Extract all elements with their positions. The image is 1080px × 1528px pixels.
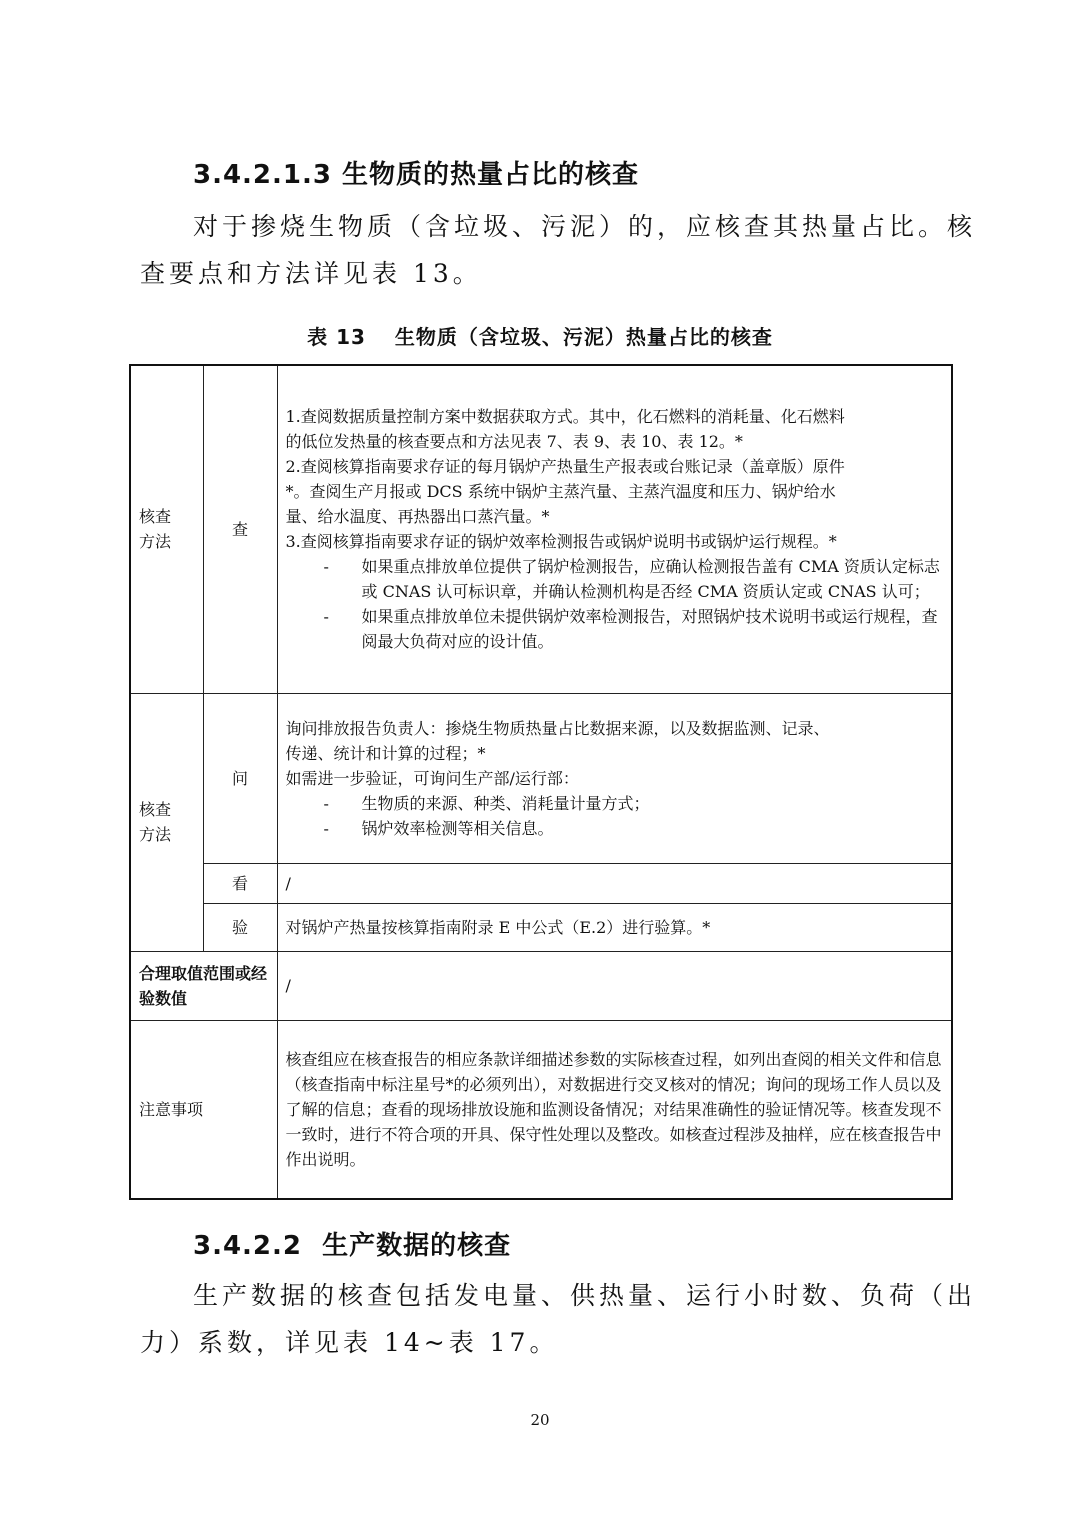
table-row-notes (130, 1020, 952, 1199)
cha-line-6: 3.查阅核算指南要求存证的锅炉效率检测报告或锅炉说明书或锅炉运行规程。* (285, 532, 837, 552)
outro-paragraph-line-2: 力）系数，详见表 14~表 17。 (140, 1328, 559, 1357)
method-label-text: 核查方法 (139, 800, 172, 844)
wen-content (277, 693, 952, 863)
sub-label-yan: 验 (203, 903, 277, 951)
table-row-cha (130, 365, 952, 693)
notes-label: 注意事项 (130, 1020, 277, 1199)
wen-line-2: 传递、统计和计算的过程；* (285, 743, 486, 763)
method-label-text: 核查方法 (139, 507, 172, 552)
method-label-1 (130, 365, 203, 693)
sub-label-kan: 看 (203, 863, 277, 903)
cha-line-3: 2.查阅核算指南要求存证的每月锅炉产热量生产报表或台账记录（盖章版）原件 (285, 457, 845, 477)
wen-bullet-2: - 锅炉效率检测等相关信息。 (323, 818, 554, 838)
table-caption: 表 13 生物质（含垃圾、污泥）热量占比的核查 (307, 325, 773, 349)
cha-line-2: 的低位发热量的核查要点和方法见表 7、表 9、表 10、表 12。* (285, 432, 743, 452)
range-content: / (277, 951, 952, 1020)
outro-paragraph-line-1: 生产数据的核查包括发电量、供热量、运行小时数、负荷（出 (193, 1281, 977, 1310)
cha-line-5: 量、给水温度、再热器出口蒸汽量。* (285, 507, 550, 527)
section-heading-3-4-2-1-3: 3.4.2.1.3 生物质的热量占比的核查 (193, 160, 640, 190)
section-heading-3-4-2-2: 3.4.2.2 生产数据的核查 (193, 1231, 512, 1261)
cha-content (277, 365, 952, 693)
cha-line-1: 1.查阅数据质量控制方案中数据获取方式。其中，化石燃料的消耗量、化石燃料 (285, 407, 845, 427)
table-row-range (130, 951, 952, 1020)
range-label: 合理取值范围或经验数值 (130, 951, 277, 1020)
wen-line-3: 如需进一步验证，可询问生产部/运行部： (285, 768, 579, 788)
table-row-yan (130, 903, 952, 951)
wen-bullet-1: - 生物质的来源、种类、消耗量计量方式； (323, 793, 650, 813)
cha-bullet-2: - 如果重点排放单位未提供锅炉效率检测报告，对照锅炉技术说明书或运行规程，查阅最大负荷对应的设计值。 (323, 607, 938, 652)
table-row-kan (130, 863, 952, 903)
page-number: 20 (530, 1411, 550, 1429)
wen-line-1: 询问排放报告负责人：掺烧生物质热量占比数据来源，以及数据监测、记录、 (285, 718, 830, 738)
sub-label-wen: 问 (203, 693, 277, 863)
kan-content: / (277, 863, 952, 903)
intro-paragraph-line-1: 对于掺烧生物质（含垃圾、污泥）的，应核查其热量占比。核 (193, 212, 977, 241)
cha-line-4: *。查阅生产月报或 DCS 系统中锅炉主蒸汽量、主蒸汽温度和压力、锅炉给水 (285, 482, 836, 502)
sub-label-cha: 查 (203, 365, 277, 693)
notes-content: 核查组应在核查报告的相应条款详细描述参数的实际核查过程，如列出查阅的相关文件和信息（核查指南中标注星号*的必须列出），对数据进行交叉核对的情况；询问的现场工作人员以及了解的信息；查看的现场排放设施和监测设备情况；对结果准确性的验证情况等。核查发现不一致时，进行不符合项的开具、保守性处理以及整改。如核查过程涉及抽样，应在核查报告中作出说明。 (277, 1020, 952, 1199)
table-row-wen (130, 693, 952, 863)
biomass-check-table (129, 364, 953, 1200)
intro-paragraph-line-2: 查要点和方法详见表 13。 (140, 259, 482, 288)
yan-content: 对锅炉产热量按核算指南附录 E 中公式（E.2）进行验算。* (277, 903, 952, 951)
method-label-2 (130, 693, 203, 951)
cha-bullet-1: - 如果重点排放单位提供了锅炉检测报告，应确认检测报告盖有 CMA 资质认定标志或 CNAS 认可标识章，并确认检测机构是否经 CMA 资质认定或 CNAS 认可； (323, 557, 940, 602)
